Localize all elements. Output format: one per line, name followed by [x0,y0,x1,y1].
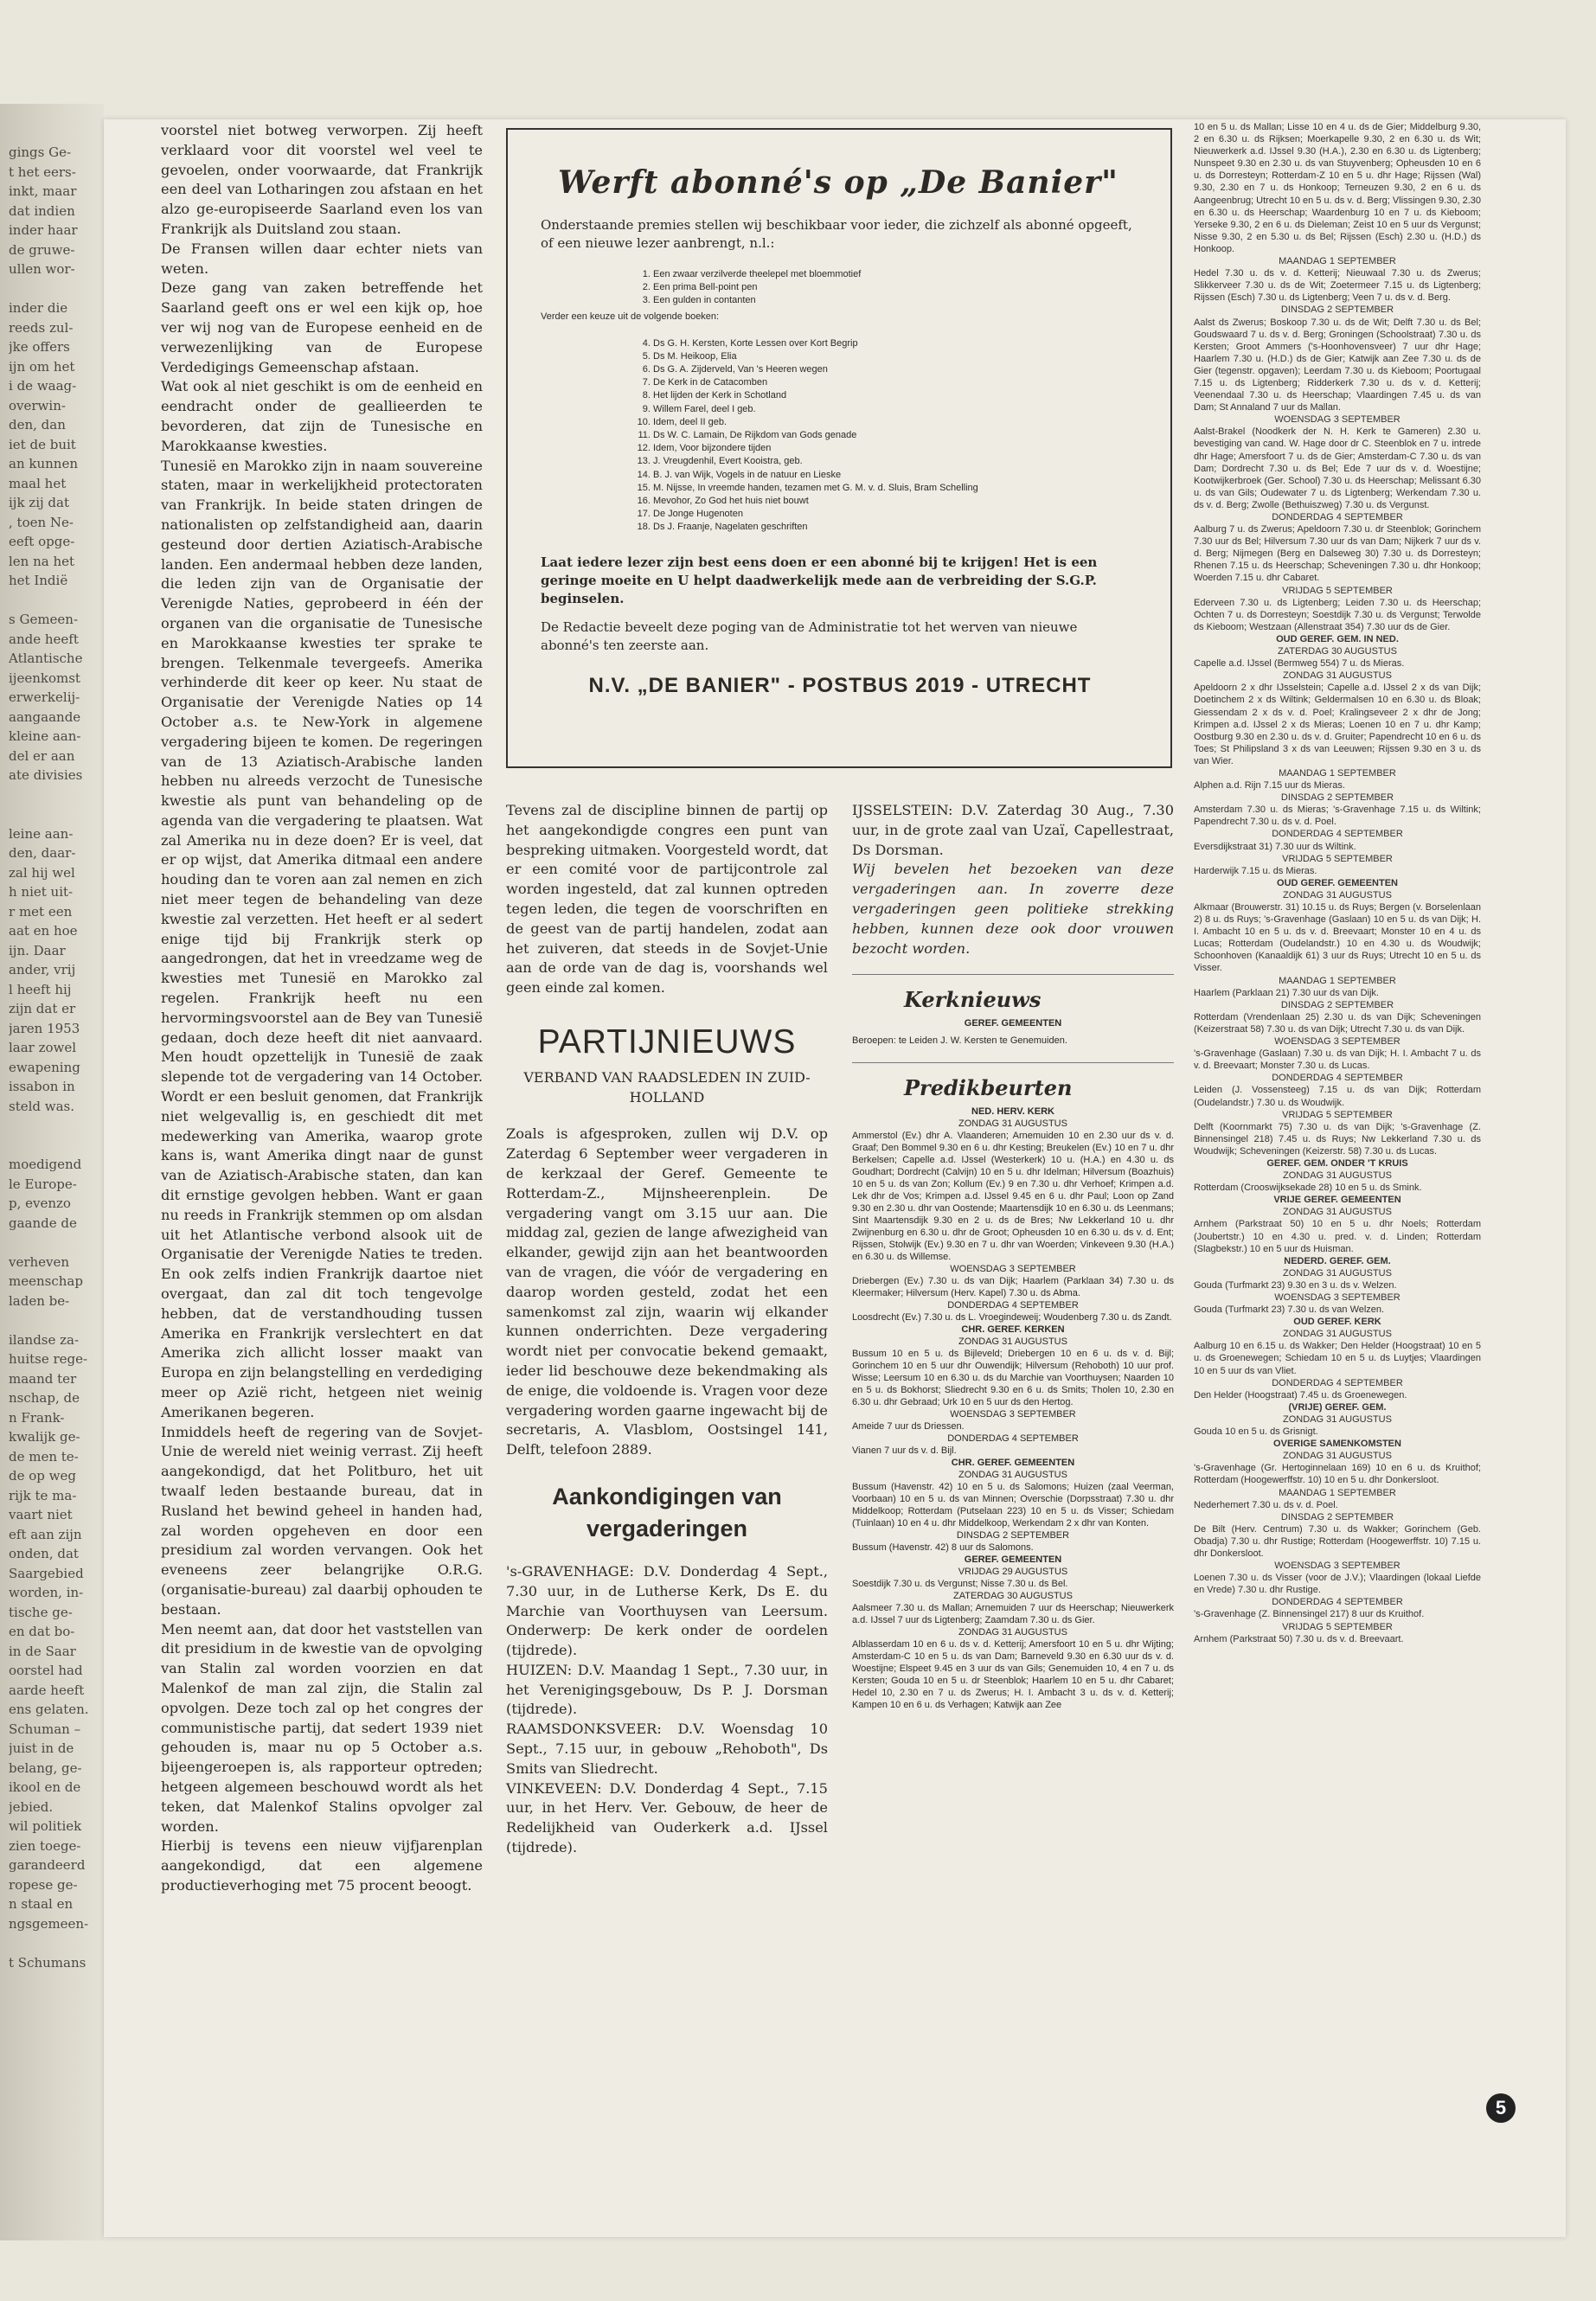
service-listing: Haarlem (Parklaan 21) 7.30 uur ds van Dijk. [1194,987,1379,998]
date-heading: VRIJDAG 5 SEPTEMBER [1282,1109,1393,1120]
fold-line [9,1933,97,1953]
book-item: 11. Ds W. C. Lamain, De Rijkdom van Gods genade [653,429,1139,442]
date-heading: WOENSDAG 3 SEPTEMBER [1274,1036,1401,1048]
fold-line: Schuman – [9,1721,81,1737]
meeting-announcement: VINKEVEEN: D.V. Donderdag 4 Sept., 7.15 uur, in het Herv. Ver. Gebouw, de heer de Redelijkheid van Ouderkerk a.d. IJssel (tijdrede). [506,1779,828,1856]
fold-line: ate divisies [9,767,83,783]
date-heading: MAANDAG 1 SEPTEMBER [1279,256,1396,267]
premium-item: 3. Een gulden in contanten [653,294,1139,307]
fold-line: erwerkelij- [9,689,80,705]
date-heading: ZONDAG 31 AUGUSTUS [958,1626,1067,1638]
service-listing: Leiden (J. Vossensteeg) 7.15 u. ds van Dijk; Rotterdam (Oudelandstr.) 7.30 u. ds Woudwijk. [1194,1085,1481,1108]
service-listing: Ammerstol (Ev.) dhr A. Vlaanderen; Arnemuiden 10 en 2.30 uur ds v. d. Graaf; Den Bommel 9.30 en 6 u. dhr Kesting; Breukelen (Ev.) 10 en 7 u. dhr Berkelsen; Capelle a.d. IJssel (Westerkerk) 10 u. (H.A.) en 4.30 u. ds Goudhart; Dordrecht (Calvijn) 10 en 5 u. dhr Idelman; Hilversum (Boazhuis) 10 en 5 u. ds van Zon; Kollum (Ev.) 9 en 7.30 u. dhr Verhoef; Krimpen a.d. Lek dhr de Vos; Krimpen a.d. IJssel 9.45 en 6 u. dhr Paul; Loon op Zand 9.30 en 2.30 u. dhr van Oostende; Maartensdijk 10 en 6.30 u. ds Leenmans; Sint Maartensdijk 9.30 en 2 u. ds de Bres; Nw Lekkerland 10 u. dhr Zwijnenburg en 6.30 u. dhr de Groot; Opheusden 10 en 6.30 u. ds v. d. Ent; Rijssen, Stolwijk (Ev.) 9.30 en 7 u. dhr van Woerden; Vinkeveen 9.30 (H.A.) en 6.30 u. ds Willemse. [852,1130,1174,1262]
date-heading: ZATERDAG 30 AUGUSTUS [1278,646,1397,657]
paragraph: Deze gang van zaken betreffende het Saarland geeft ons er wel een kijk op, hoe ver wij nog van de Europese eenheid en de verwezenlijking van de Europese Verdedigings Gemeenschap afstaan. [161,279,483,375]
fold-line: r met een [9,903,73,920]
service-listing: Apeldoorn 2 x dhr IJsselstein; Capelle a.d. IJssel 2 x ds van Dijk; Doetinchem 2 x ds Wiltink; Geldermalsen 10 en 6.30 u. ds Bloak; Giessendam 2 x ds v. d. Poel; Kralingseveer 2 x dhr de Jong; Krimpen a.d. IJssel 2 x ds Mieras; Loenen 10 en 7 u. dhr Kamp; Oostburg 9.30 en 2.30 u. ds v. d. Gruiter; Papendrecht 10 en 6 u. ds Toes; St Philipsland 3 x ds van Leeuwen; Rijssen 9.30 en 3 u. ds van Wier. [1194,683,1481,766]
fold-line: en dat bo- [9,1624,75,1639]
meeting-announcement: 's-GRAVENHAGE: D.V. Donderdag 4 Sept., 7.30 uur, in de Lutherse Kerk, Ds E. du Marchie van Voorthuysen van Leersum. Onderwerp: De kerk onder de oordelen (tijdrede). [506,1562,828,1659]
service-listing: Vianen 7 uur ds v. d. Bijl. [852,1445,957,1456]
fold-line: tische ge- [9,1604,73,1620]
fold-line: aat en hoe [9,923,78,939]
fold-line: p, evenzo [9,1195,71,1211]
article-column-4 [1194,121,1481,1645]
service-listing: Aalsmeer 7.30 u. ds Mallan; Arnemuiden 7 uur ds Heerschap; Nieuwerkerk a.d. IJssel 7 uur ds Ligtenberg; Zaamdam 7.30 u. ds Gier. [852,1602,1174,1625]
date-heading: WOENSDAG 3 SEPTEMBER [950,1263,1076,1274]
fold-line: i de waag- [9,378,77,394]
fold-line: gings Ge- [9,144,72,160]
date-heading: DINSDAG 2 SEPTEMBER [1280,1511,1394,1522]
church-heading: NED. HERV. KERK [971,1106,1054,1117]
date-heading: VRIJDAG 5 SEPTEMBER [1282,1621,1393,1632]
service-listing: Soestdijk 7.30 u. ds Vergunst; Nisse 7.30 u. ds Bel. [852,1578,1068,1589]
service-listing: Arnhem (Parkstraat 50) 7.30 u. ds v. d. Breevaart. [1194,1633,1404,1644]
paragraph: Tunesië en Marokko zijn in naam souvereine staten, maar in werkelijkheid protectoraten van Frankrijk. In beide staten dringen de nationalisten op zelfstandigheid aan, daarin gesteund door dertien Aziatisch-Arabische landen. Een andermaal hebben deze landen, die leden zijn van de Organisatie der Verenigde Naties, geprobeerd in één der organen van die organisatie de Tunesische en Marokkaanse kwesties ter sprake te brengen. Telkenmale tevergeefs. Amerika verhinderde dit keer op keer. Nu staat de Organisatie der Verenigde Naties op 14 October a.s. te New-York in algemene vergadering bijeen te komen. De regeringen van de 13 Aziatisch-Arabische landen hebben nu alreeds verzocht de Tunesische kwestie als punt van behandeling op de agenda van die vergadering te plaatsen. Wat zal Amerika nu in deze doen? Er is veel, dat er op wijst, dat Amerika ditmaal een andere houding dan te voren aan zal nemen en zich niet meer tegen de behandeling van deze kwestie zal verzetten. Het heeft er al sedert enige tijd bij Frankrijk sterk op aangedrongen, dat het in vreedzame weg de kwesties met Tunesië en Marokko zal regelen. Frankrijk heeft nu een hervormingsvoorstel aan de Bey van Tunesië gedaan, doch deze heeft dit niet aanvaard. Men houdt opzettelijk in Tunesië de zaak slepende tot de vergadering van 14 October. Wordt er een besluit genomen, dat Frankrijk niet welgevallig is, en geschiedt dit met medewerking van Amerika, waarop grote kans is, want Amerika dingt naar de gunst van de Aziatisch-Arabische staten, dan kan dit ernstige gevolgen hebben. Want er gaan nu reeds in Frankrijk stemmen op om alsdan uit het Atlantische verbond alsook uit de Organisatie der Verenigde Naties te treden. En ook zelfs indien Frankrijk daartoe niet overgaat, dan zal dit toch tengevolge hebben, dat de verstandhouding tussen Amerika en Frankrijk verslechtert en dat Amerika zich allicht losser maakt van Europa en zijn belangstelling en verdediging meer op Azië richt, hetgeen niet weinig Amerikanen begeren. [161,457,483,1420]
fold-line: in de Saar [9,1643,76,1659]
book-item: 13. J. Vreugdenhil, Evert Kooistra, geb. [653,455,1139,468]
fold-line: jebied. [9,1798,54,1815]
meeting-note: Wij bevelen het bezoeken van deze vergaderingen aan. In zoverre deze vergaderingen geen politieke strekking hebben, kunnen deze ook door vrouwen bezocht worden. [852,861,1174,957]
fold-line: de men te- [9,1448,79,1465]
meeting-announcement: RAAMSDONKSVEER: D.V. Woensdag 10 Sept., 7.15 uur, in gebouw „Rehoboth", Ds Smits van Sliedrecht. [506,1721,828,1777]
fold-line: de op weg [9,1468,76,1484]
fold-line: Saargebied [9,1565,84,1581]
fold-line: zijn dat er [9,1001,76,1016]
kerknieuws-heading: Kerknieuws [904,987,1042,1013]
fold-line [9,1116,97,1136]
date-heading: MAANDAG 1 SEPTEMBER [1279,767,1396,779]
church-heading: OVERIGE SAMENKOMSTEN [1273,1439,1401,1450]
fold-line: huitse rege- [9,1351,88,1367]
service-listing: Alkmaar (Brouwerstr. 31) 10.15 u. ds Ruys; Bergen (v. Borselenlaan 2) 8 u. ds Ruys; 's-Gravenhage (Gaslaan) 10 en 5 u. ds van Dijk; H. I. Ambacht 10 en 5 u. ds v. d. Breevaart; Monster 10 en 4 u. ds Lucas; Rotterdam (Oudelandstr.) 10 en 4.30 u. ds Woudwijk; Schoonhoven (Kanaaldijk 61) 3 uur ds Ruys; Utrecht 10 en 5 u. ds Visser. [1194,902,1481,974]
fold-line [9,591,97,611]
date-heading: DONDERDAG 4 SEPTEMBER [1272,512,1403,522]
book-item: 12. Idem, Voor bijzondere tijden [653,442,1139,455]
service-listing: Loosdrecht (Ev.) 7.30 u. ds L. Vroegindeweij; Woudenberg 7.30 u. ds Zandt. [852,1311,1172,1323]
fold-line: aarde heeft [9,1682,85,1698]
fold-line: rijk te ma- [9,1487,77,1503]
fold-line: eeft opge- [9,534,75,549]
fold-line [9,1311,97,1330]
date-heading: DONDERDAG 4 SEPTEMBER [1272,829,1403,840]
fold-line [9,1136,97,1156]
date-heading: DINSDAG 2 SEPTEMBER [1280,792,1394,804]
service-listing: Alblasserdam 10 en 6 u. ds v. d. Ketterij; Amersfoort 10 en 5 u. dhr Wijting; Amsterdam-C 10 en 5 u. ds van Dam; Barneveld 9.30 en 6.30 uur ds v. d. Woestijne; Elspeet 9.45 en 3 uur ds van Gils; Genemuiden 10, 4 en 7 u. ds Kersten; Gouda 10 en 5 u. dr Steenblok; Haarlem 10 en 5 u. dhr Cabaret; Hedel 10, 2.30 en 7 u. ds Zwerus; H. I. Ambacht 3 u. ds v. d. Ketterij; Kampen 10 en 6 u. ds Verhagen; Katwijk aan Zee [852,1638,1174,1710]
date-heading: WOENSDAG 3 SEPTEMBER [1274,1292,1401,1303]
book-item: 9. Willem Farel, deel I geb. [653,403,1139,416]
fold-line: ngsgemeen- [9,1915,89,1932]
date-heading: ZONDAG 31 AUGUSTUS [1283,1267,1392,1279]
fold-line: laar zowel [9,1040,77,1055]
service-listing: Bussum (Havenstr. 42) 10 en 5 u. ds Salomons; Huizen (zaal Veerman, Voorbaan) 10 en 5 u. ds van Minnen; Overschie (Dorpsstraat) 7.30 u. dhr Middelkoop; Rotterdam (Putselaan 223) 10 en 5 u. ds Visser; Schiedam (Tuinlaan) 10 en 4 u. dhr Middelkoop, Werkendam 2 x dhr van Konten. [852,1481,1174,1529]
paragraph: Hierbij is tevens een nieuw vijfjarenplan aangekondigd, dat een algemene productieverhoging met 75 procent beoogt. [161,1837,483,1894]
date-heading: DONDERDAG 4 SEPTEMBER [947,1433,1079,1444]
fold-line: del er aan [9,747,75,764]
fold-line: inkt, maar [9,183,77,199]
date-heading: WOENSDAG 3 SEPTEMBER [1274,414,1401,426]
service-listing: Driebergen (Ev.) 7.30 u. ds van Dijk; Haarlem (Parklaan 34) 7.30 u. ds Kleermaker; Hilversum (Herv. Kapel) 7.30 u. ds Abma. [852,1275,1174,1298]
fold-line: jke offers [9,339,70,355]
fold-line: , toen Ne- [9,514,74,530]
service-listing: Aalburg 10 en 6.15 u. ds Wakker; Den Helder (Hoogstraat) 10 en 5 u. ds Groenewegen; Schiedam 10 en 5 u. ds Luytjes; Vlaardingen 10 en 5 uur ds van Vliet. [1194,1341,1481,1376]
service-listing: Gouda 10 en 5 u. ds Grisnigt. [1194,1426,1318,1438]
promo-address: N.V. „DE BANIER" - POSTBUS 2019 - UTRECHT [588,673,1092,697]
fold-line: oorstel had [9,1663,83,1678]
paragraph: De Fransen willen daar echter niets van weten. [161,240,483,277]
service-listing: Alphen a.d. Rijn 7.15 uur ds Mieras. [1194,780,1345,792]
predikbeurten-list [852,1106,1174,1711]
premium-list [541,268,1139,308]
fold-line: dat indien [9,202,75,219]
service-listing: Loenen 7.30 u. ds Visser (voor de J.V.); Vlaardingen (lokaal Liefde en Vrede) 7.30 u. dhr Rustige. [1194,1573,1481,1596]
fold-line: n staal en [9,1896,74,1912]
fold-line: issabon in [9,1079,75,1094]
fold-line: gaande de [9,1215,77,1231]
fold-line: verheven [9,1253,70,1270]
church-heading: NEDERD. GEREF. GEM. [1284,1255,1391,1266]
fold-line: ijk zij dat [9,495,69,510]
church-heading: OUD GEREF. KERK [1293,1317,1381,1328]
date-heading: WOENSDAG 3 SEPTEMBER [950,1408,1076,1420]
service-listing: Arnhem (Parkstraat 50) 10 en 5 u. dhr Noels; Rotterdam (Joubertstr.) 10 en 4.30 u. pred. v. d. Linden; Rotterdam (Slagbekstr.) 10 en 5 uur ds Huisman. [1194,1219,1481,1254]
service-listing: Ameide 7 uur ds Driessen. [852,1420,965,1432]
fold-line: kleine aan- [9,728,81,744]
partijnieuws-subheading: VERBAND VAN RAADSLEDEN IN ZUID-HOLLAND [523,1068,811,1106]
fold-line: garandeerd [9,1857,86,1873]
date-heading: ZONDAG 31 AUGUSTUS [1283,1329,1392,1340]
date-heading: ZONDAG 31 AUGUSTUS [958,1469,1067,1480]
date-heading: ZONDAG 31 AUGUSTUS [1283,889,1392,901]
date-heading: DINSDAG 2 SEPTEMBER [1280,304,1394,316]
article-column-2 [506,801,828,1858]
fold-line: zal hij wel [9,864,75,881]
fold-line: jaren 1953 [9,1020,80,1036]
service-listing: Nederhemert 7.30 u. ds v. d. Poel. [1194,1499,1338,1510]
partijnieuws-heading: PARTIJNIEUWS [537,1022,797,1061]
article-column-1 [161,121,483,1896]
date-heading: ZATERDAG 30 AUGUSTUS [953,1590,1073,1601]
fold-line: het Indië [9,573,68,588]
service-listing: Hedel 7.30 u. ds v. d. Ketterij; Nieuwaal 7.30 u. ds Zwerus; Slikkerveer 7.30 u. ds de Wit; Zoetermeer 7.15 u. ds Ligtenberg; Rijssen (Esch) 7.30 u. ds Ligtenberg; Veen 7 u. ds v. d. Berg. [1194,268,1481,304]
date-heading: ZONDAG 31 AUGUSTUS [958,1336,1067,1347]
aankondigingen-heading: Aankondigingen van vergaderingen [552,1483,782,1541]
service-listing: Aalst-Brakel (Noodkerk der N. H. Kerk te Gameren) 2.30 u. bevestiging van cand. W. Hage door dr C. Steenblok en 7 u. intrede dhr Hage; Amersfoort 7 u. ds de Gier; Amsterdam-C 7.30 u. ds van Dam; Dordrecht 7.30 u. ds Bel; Ede 7 uur ds v. d. Woestijne; Kootwijkerbroek (Ger. School) 7.30 u. ds Heerschap; Melissant 6.30 u. ds van Gils; Oudewater 7 u. ds Ligtenberg; Werkendam 7.30 u. ds v. d. Berg; Zwolle (Bethuiszweg) 7.30 u. ds Vergunst. [1194,426,1481,510]
fold-line: ropese ge- [9,1876,78,1893]
service-listing: 10 en 5 u. ds Mallan; Lisse 10 en 4 u. ds de Gier; Middelburg 9.30, 2 en 6.30 u. ds Rijksen; Moerkapelle 9.30, 2 en 6.30 u. ds Wit; Nieuwerkerk a.d. IJssel 9.30 (H.A.), 2.30 en 6.30 u. ds Ligtenberg; Nunspeet 9.30 en 2.30 u. ds van Stuyvenberg; Opheusden 10 en 6 u. ds Dorresteyn; Rotterdam-Z 10 en 5 u. dhr Hage; Rijssen (Wal) 9.30, 2.30 en 7 u. ds Honkoop; Terneuzen 9.30, 2 en 6 u. ds Aangeenbrug; Utrecht 10 en 5 u. ds v. d. Berg; Vlissingen 9.30, 2.30 en 6.30 u. ds Heerschap; Waardenburg 10 en 7 u. ds Kieboom; Yerseke 9.30, 2 en 6 u. ds Dieleman; Zeist 10 en 5 uur ds Vergunst; Nisse 9.30, 2 en 5.30 u. ds Bel; Rijssen (Esch) 2.30 u. (H.D.) ds Honkoop. [1194,122,1481,254]
date-heading: ZONDAG 31 AUGUSTUS [1283,1207,1392,1218]
page-number: 5 [1486,2093,1516,2123]
church-heading: CHR. GEREF. GEMEENTEN [951,1457,1075,1468]
book-item: 14. B. J. van Wijk, Vogels in de natuur en Lieske [653,469,1139,482]
church-heading: CHR. GEREF. KERKEN [961,1324,1065,1335]
church-heading: GEREF. GEM. ONDER 'T KRUIS [1266,1157,1408,1169]
fold-line: den, dan [9,417,66,433]
book-item: 16. Mevohor, Zo God het huis niet bouwt [653,495,1139,508]
date-heading: ZONDAG 31 AUGUSTUS [1283,1451,1392,1462]
service-listing: 's-Gravenhage (Gr. Hertoginnelaan 169) 10 en 6 u. ds Kruithof; Rotterdam (Hoogewerffstr. 10) 10 en 5 u. dhr Donkersloot. [1194,1463,1481,1486]
fold-line: ewapening [9,1059,80,1075]
fold-line: wil politiek [9,1818,82,1834]
book-list [541,337,1139,535]
book-item: 6. Ds G. A. Zijderveld, Van 's Heeren wegen [653,363,1139,376]
church-heading: GEREF. GEMEENTEN [964,1554,1062,1565]
fold-line: reeds zul- [9,319,74,336]
fold-line: n Frank- [9,1409,65,1426]
fold-line: juist in de [9,1740,74,1756]
fold-line: vaart niet [9,1507,73,1522]
book-item: 15. M. Nijsse, In vreemde handen, tezamen met G. M. v. d. Sluis, Bram Schelling [653,482,1139,495]
fold-line: an kunnen [9,456,78,471]
previous-page-text-fragments [9,143,97,1972]
divider [852,974,1174,975]
date-heading: ZONDAG 31 AUGUSTUS [1283,1413,1392,1425]
promo-intro: Onderstaande premies stellen wij beschikbaar voor ieder, die zichzelf als abonné opgeeft, of een nieuwe lezer aanbrengt, n.l.: [541,217,1132,251]
date-heading: DONDERDAG 4 SEPTEMBER [1272,1377,1403,1388]
fold-line: le Europe- [9,1176,77,1192]
date-heading: VRIJDAG 5 SEPTEMBER [1282,853,1393,864]
article-column-3 [852,801,1174,1711]
service-listing: Amsterdam 7.30 u. ds Mieras; 's-Gravenhage 7.15 u. ds Wiltink; Papendrecht 7.30 u. ds v. d. Poel. [1194,804,1481,828]
date-heading: VRIJDAG 5 SEPTEMBER [1282,585,1393,596]
book-item: 7. De Kerk in de Catacomben [653,376,1139,389]
service-listing: Rotterdam (Vrendenlaan 25) 2.30 u. ds van Dijk; Scheveningen (Keizerstraat 58) 7.30 u. ds van Dijk; Utrecht 7.30 u. ds van Dijk. [1194,1011,1481,1035]
fold-line [9,1233,97,1253]
fold-line: kwalijk ge- [9,1429,80,1445]
service-listing: Den Helder (Hoogstraat) 7.45 u. ds Groenewegen. [1194,1389,1407,1400]
service-listing: 's-Gravenhage (Gaslaan) 7.30 u. ds van Dijk; H. I. Ambacht 7 u. ds v. d. Breevaart; Monster 7.30 u. ds Lucas. [1194,1048,1481,1072]
kerknieuws-text: Beroepen: te Leiden J. W. Kersten te Genemuiden. [852,1035,1067,1047]
service-listing: Aalburg 7 u. ds Zwerus; Apeldoorn 7.30 u. dr Steenblok; Gorinchem 7.30 uur ds Bel; Hilversum 7.30 uur ds van Dam; Nijkerk 7 uur ds v. d. Berg; Nijmegen (Berg en Dalseweg 30) 7.30 u. ds Dorresteyn; Rhenen 7.15 u. ds Heerschap; Scheveningen 7.30 u. dhr Honkoop; Woerden 7.15 u. dhr Cabaret. [1194,524,1481,584]
date-heading: DONDERDAG 4 SEPTEMBER [947,1299,1079,1311]
fold-line: inder haar [9,222,78,238]
fold-line: aangaande [9,708,81,725]
kerknieuws-subheading: GEREF. GEMEENTEN [964,1018,1062,1029]
partijnieuws-body: Zoals is afgesproken, zullen wij D.V. op Zaterdag 6 September weer vergaderen in de kerkzaal der Geref. Gemeente te Rotterdam-Z., Mijnsheerenplein. De vergadering vangt om 3.15 uur aan. Die middag zal, gezien de lange afwezigheid van elkander, gewijd zijn aan het beantwoorden van de vragen, die vóór de vergadering en daarop worden gesteld, zodat het een samenkomst zal zijn, waarin wij elkander kunnen onderrichten. Deze vergadering wordt niet per convocatie bekend gemaakt, ieder lid beschouwe deze bekendmaking als de enige, die voldoende is. Vragen voor deze vergadering worden gaarne ingewacht bij de secretaris, A. Vlasblom, Oostsingel 141, Delft, telefoon 2889. [506,1125,828,1458]
service-listing: De Bilt (Herv. Centrum) 7.30 u. ds Wakker; Gorinchem (Geb. Obadja) 7.30 u. dhr Rustige; Rotterdam (Hoogewerffstr. 10) 7.15 u. dhr Donkersloot. [1194,1523,1481,1559]
date-heading: MAANDAG 1 SEPTEMBER [1279,1487,1396,1498]
fold-line: ilandse za- [9,1331,80,1348]
meeting-list [506,1562,828,1858]
book-item: 10. Idem, deel II geb. [653,416,1139,429]
fold-line: s Gemeen- [9,612,79,627]
meeting-ijsselstein: IJSSELSTEIN: D.V. Zaterdag 30 Aug., 7.30 uur, in de grote zaal van Uzaï, Capellestraat, Ds Dorsman. [852,802,1174,858]
fold-line: ijn om het [9,358,75,375]
fold-line: len na het [9,553,75,569]
book-item: 18. Ds J. Fraanje, Nagelaten geschriften [653,521,1139,534]
continuation-paragraph: Tevens zal de discipline binnen de partij op het aangekondigde congres een punt van bespreking uitmaken. Voorgesteld wordt, dat er een comité voor de partijcontrole zal worden ingesteld, dat zal kunnen optreden tegen leden, die tegen de voorschriften en de geest van de partij handelen, zodat aan het zuiveren, dat steeds in de Sovjet-Unie aan de orde van de dag is, voorshands wel geen einde zal komen. [506,802,828,997]
church-heading: VRIJE GEREF. GEMEENTEN [1273,1195,1401,1206]
date-heading: ZONDAG 31 AUGUSTUS [958,1118,1067,1129]
fold-line: h niet uit- [9,884,74,900]
predikbeurten-heading: Predikbeurten [904,1075,1073,1101]
church-heading: OUD GEREF. GEM. IN NED. [1276,633,1399,644]
date-heading: DINSDAG 2 SEPTEMBER [1280,999,1394,1010]
divider [852,1062,1174,1063]
service-listing: Bussum (Havenstr. 42) 8 uur ds Salomons. [852,1541,1034,1553]
paragraph: voorstel niet botweg verworpen. Zij heeft verklaard voor dit voorstel wel veel te gevoelen, onder voorwaarde, dat Frankrijk een deel van Lotharingen zou afstaan en het alzo ge-europiseerde Saarland even los van Frankrijk als Duitsland zou staan. [161,122,483,237]
book-item: 17. De Jonge Hugenoten [653,508,1139,521]
fold-line [9,804,97,824]
paragraph: Men neemt aan, dat door het vaststellen van dit presidium in de kwestie van de opvolging van Stalin zal worden voorzien en dat Malenkof de man zal zijn, die Stalin zal opvolgen. Deze toch zal op het congres der communistische partij, dat sedert 1939 niet gehouden is, maar nu op 5 October a.s. bijeengeroepen is, als rapporteur optreden; hetgeen algemeen beschouwd wordt als het teken, dat Malenkof Stalins opvolger zal worden. [161,1620,483,1835]
meeting-announcement: HUIZEN: D.V. Maandag 1 Sept., 7.30 uur, in het Verenigingsgebouw, Ds P. J. Dorsman (tijdrede). [506,1661,828,1718]
fold-line: inder die [9,300,68,316]
service-listing: Gouda (Turfmarkt 23) 7.30 u. ds van Welzen. [1194,1304,1385,1316]
subscription-promo-box [506,128,1172,768]
fold-line: den, daar- [9,845,76,861]
service-listing: Capelle a.d. IJssel (Bermweg 554) 7 u. ds Mieras. [1194,658,1405,670]
paragraph: Wat ook al niet geschikt is om de eenheid en eendracht onder de geallieerden te bevorderen, dat zijn de Tunesische en Marokkaanse kwesties. [161,378,483,454]
church-heading: (VRIJE) GEREF. GEM. [1288,1401,1387,1413]
fold-line [9,279,97,299]
fold-line: steld was. [9,1098,75,1114]
fold-line: overwin- [9,397,66,413]
service-listing: Ederveen 7.30 u. ds Ligtenberg; Leiden 7.30 u. ds Heerschap; Ochten 7 u. ds Dorresteyn; Soestdijk 7.30 u. ds Vergunst; Terwolde ds Kieboom; Westzaan (Allenstraat 354) 7.30 uur ds de Gier. [1194,597,1481,632]
fold-line: nschap, de [9,1390,80,1406]
fold-line: belang, ge- [9,1759,82,1776]
fold-line: ullen wor- [9,261,75,277]
fold-line: laden be- [9,1292,70,1309]
promo-appeal: Laat iedere lezer zijn best eens doen er een abonné bij te krijgen! Het is een geringe moeite en U helpt daadwerkelijk mede aan de verbreiding der S.G.P. beginselen. [541,554,1098,606]
fold-line: t het eers- [9,163,76,180]
fold-line: ens gelaten. [9,1702,89,1717]
fold-line: ander, vrij [9,962,76,977]
fold-line: t Schumans [9,1954,87,1971]
fold-line [9,785,97,805]
date-heading: DONDERDAG 4 SEPTEMBER [1272,1073,1403,1084]
premium-item: 1. Een zwaar verzilverde theelepel met bloemmotief [653,268,1139,281]
service-listing: 's-Gravenhage (Z. Binnensingel 217) 8 uur ds Kruithof. [1194,1609,1425,1620]
fold-line: worden, in- [9,1585,84,1600]
fold-line: onden, dat [9,1546,79,1561]
fold-line: ijn. Daar [9,942,66,958]
date-heading: WOENSDAG 3 SEPTEMBER [1274,1561,1401,1572]
date-heading: VRIJDAG 29 AUGUSTUS [958,1566,1068,1577]
date-heading: DONDERDAG 4 SEPTEMBER [1272,1597,1403,1608]
service-listing: Delft (Koornmarkt 75) 7.30 u. ds van Dijk; 's-Gravenhage (Z. Binnensingel 218) 7.45 u. ds Ruys; Nw Lekkerland 7.30 u. ds Woudwijk; Scheveningen (Keizerstr. 58) 7.30 u. ds Lucas. [1194,1121,1481,1157]
fold-line: ikool en de [9,1779,81,1795]
books-label: Verder een keuze uit de volgende boeken: [541,311,720,322]
book-item: 4. Ds G. H. Kersten, Korte Lessen over Kort Begrip [653,337,1139,350]
service-listing: Rotterdam (Crooswijksekade 28) 10 en 5 u. ds Smink. [1194,1183,1422,1194]
fold-line: de gruwe- [9,241,75,258]
fold-line: maal het [9,475,67,491]
fold-line: eft aan zijn [9,1526,82,1542]
book-item: 8. Het lijden der Kerk in Schotland [653,389,1139,402]
fold-line: ande heeft [9,631,79,647]
fold-line: zien toege- [9,1837,81,1854]
date-heading: ZONDAG 31 AUGUSTUS [1283,1170,1392,1182]
fold-line: l heeft hij [9,981,72,997]
fold-line: Atlantische [9,651,83,666]
fold-line: ijeenkomst [9,670,80,686]
service-listing: Bussum 10 en 5 u. ds Bijleveld; Driebergen 10 en 6 u. ds v. d. Bijl; Gorinchem 10 en 5 uur dhr Ouwendijk; Hilversum (Rehoboth) 10 uur prof. Wisse; Leersum 10 en 6.30 u. ds du Marchie van Voorthuysen; Naarden 10 en 5 u. ds Bokhorst; Sliedrecht 9.30 en 6 u. ds Smits; Tholen 10, 2.30 en 6.30 u. dhr Gebraad; Urk 10 en 5 uur ds den Hertog. [852,1348,1174,1407]
premium-item: 2. Een prima Bell-point pen [653,281,1139,294]
fold-line: leine aan- [9,825,74,842]
book-item: 5. Ds M. Heikoop, Elia [653,350,1139,363]
date-heading: DINSDAG 2 SEPTEMBER [956,1529,1070,1541]
fold-line: maand ter [9,1370,77,1387]
service-listing: Harderwijk 7.15 u. ds Mieras. [1194,865,1317,876]
date-heading: MAANDAG 1 SEPTEMBER [1279,975,1396,986]
promo-redactie-note: De Redactie beveelt deze poging van de Administratie tot het werven van nieuwe abonné's ten zeerste aan. [541,619,1078,653]
fold-line: meenschap [9,1273,83,1289]
fold-line: moedigend [9,1157,82,1172]
promo-title: Werft abonné's op „De Banier" [558,164,1118,201]
service-listing: Gouda (Turfmarkt 23) 9.30 en 3 u. ds v. Welzen. [1194,1279,1397,1291]
church-heading: OUD GEREF. GEMEENTEN [1277,877,1398,888]
service-listing: Aalst ds Zwerus; Boskoop 7.30 u. ds de Wit; Delft 7.30 u. ds Bel; Goudswaard 7 u. ds v. d. Berg; Groningen (Schoolstraat) 7.30 u. ds Kersten; Groot Ammers ('s-Hoonhovensveer) 7 uur dhr Hage; Haarlem 7.30 u. (H.D.) ds de Gier; Katwijk aan Zee 7.30 u. ds de Gier (tegenstr. opgaven); Leerdam 7.30 u. ds Kieboom; Poortugaal 7.15 u. ds Ligtenberg; Ridderkerk 7.30 u. ds v. d. Ketterij; Veenendaal 7.30 u. ds Heerschap; Vlaardingen 7.45 u. ds van Dam; St Annaland 7 uur ds Mallan. [1194,317,1481,413]
fold-line: iet de buit [9,436,76,452]
service-listing: Eversdijkstraat 31) 7.30 uur ds Wiltink. [1194,841,1356,852]
date-heading: ZONDAG 31 AUGUSTUS [1283,670,1392,682]
paragraph: Inmiddels heeft de regering van de Sovjet-Unie de wereld niet weinig verrast. Zij heeft aangekondigd, dat het Politburo, het uit twaalf leden bestaande bureau, dat in Rusland het bewind geheel in handen had, zal worden opgeheven en door een presidium zal worden vervangen. Ook het eveneens zeer belangrijke O.R.G. (organisatie-bureau) zal daarbij ophouden te bestaan. [161,1423,483,1618]
